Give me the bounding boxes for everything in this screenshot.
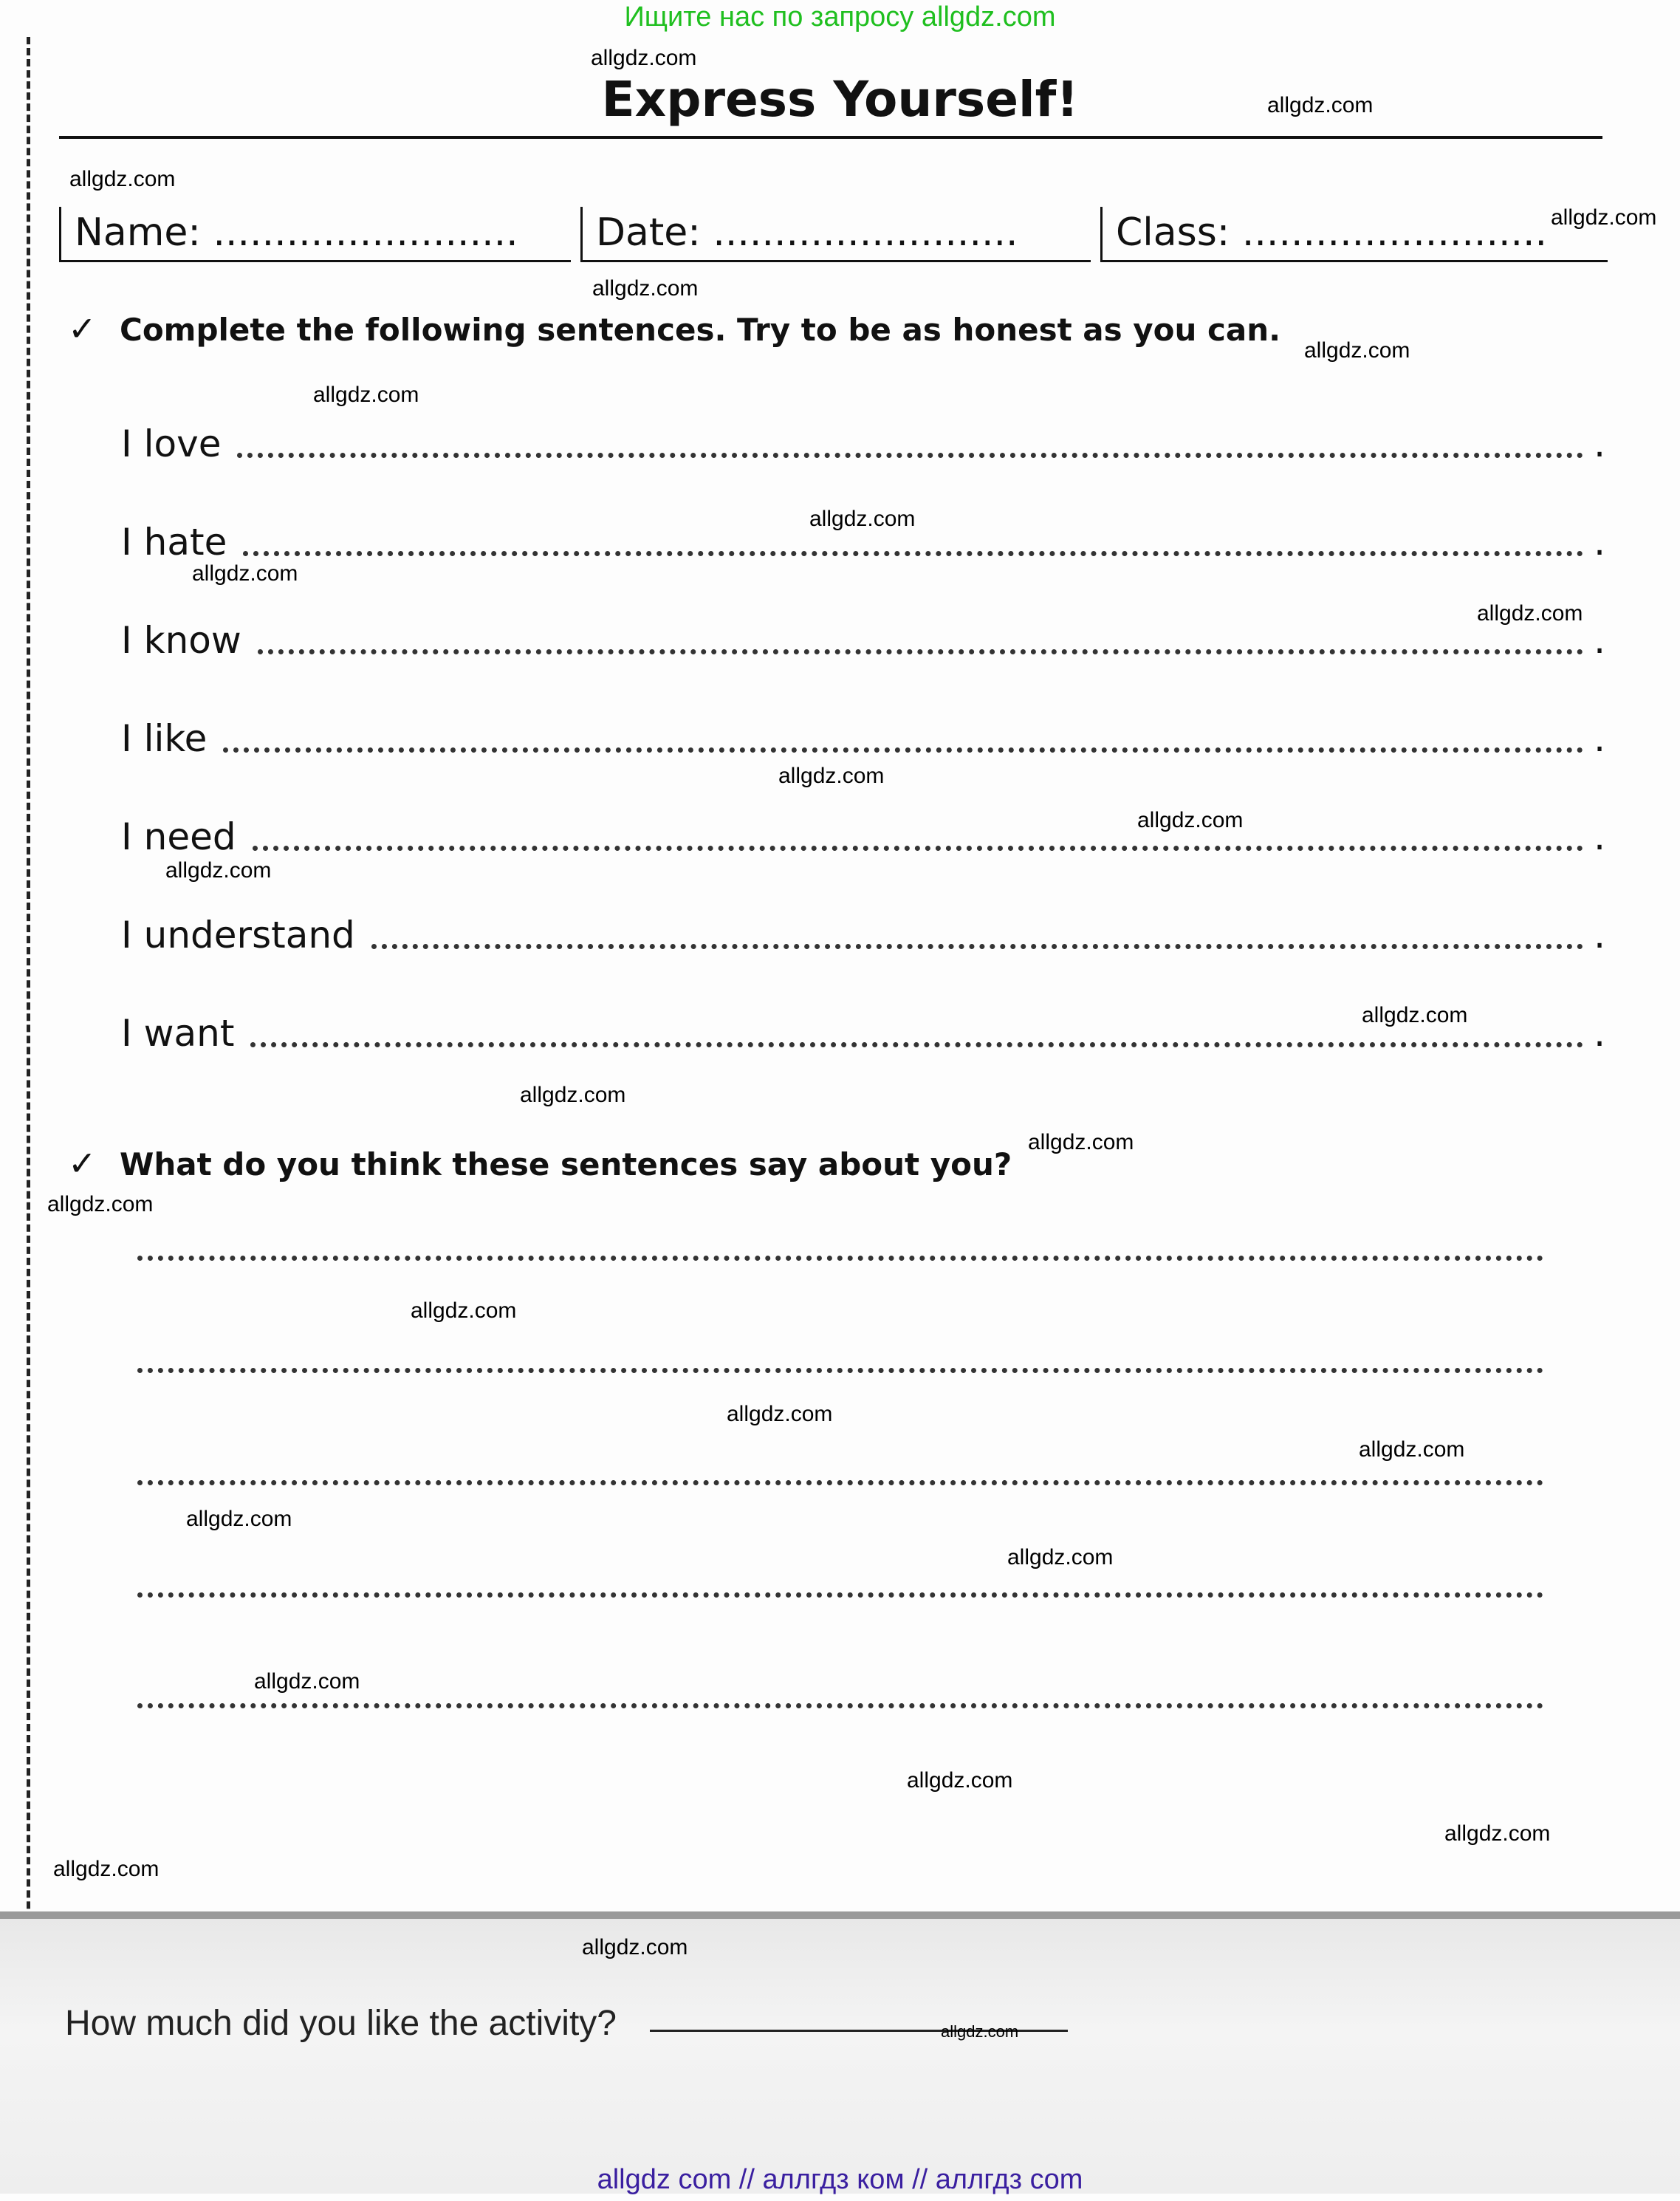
answer-line[interactable] bbox=[243, 551, 1583, 556]
period-mark: . bbox=[1594, 521, 1605, 564]
title-rule bbox=[59, 136, 1602, 139]
sentence-row[interactable] bbox=[121, 421, 1605, 465]
watermark: allgdz.com bbox=[1267, 93, 1374, 117]
watermark: allgdz.com bbox=[1477, 601, 1583, 626]
sentence-row[interactable] bbox=[121, 912, 1605, 956]
watermark: allgdz.com bbox=[192, 561, 298, 586]
watermark: allgdz.com bbox=[582, 1935, 688, 1959]
footer-links[interactable]: allgdz com // аллгдз ком // аллгдз com bbox=[597, 2164, 1083, 2195]
reflection-line[interactable] bbox=[137, 1703, 1543, 1708]
reflection-line[interactable] bbox=[137, 1256, 1543, 1261]
date-field[interactable] bbox=[580, 207, 1091, 262]
watermark: allgdz.com bbox=[809, 507, 916, 531]
period-mark: . bbox=[1594, 717, 1605, 760]
period-mark: . bbox=[1594, 815, 1605, 858]
class-label: Class: ......................... bbox=[1116, 210, 1548, 255]
watermark: allgdz.com bbox=[1362, 1003, 1468, 1027]
reflection-line[interactable] bbox=[137, 1368, 1543, 1373]
watermark: allgdz.com bbox=[313, 383, 419, 407]
name-label: Name: ......................... bbox=[75, 210, 518, 255]
answer-line[interactable] bbox=[237, 453, 1583, 458]
watermark: allgdz.com bbox=[1359, 1437, 1465, 1462]
answer-line[interactable] bbox=[371, 944, 1583, 949]
sentence-stem: I love bbox=[121, 422, 222, 465]
reflection-line[interactable] bbox=[137, 1480, 1543, 1485]
sentence-stem: I understand bbox=[121, 914, 355, 956]
sentence-stem: I know bbox=[121, 619, 241, 662]
watermark: allgdz.com bbox=[907, 1768, 1013, 1793]
period-mark: . bbox=[1594, 914, 1605, 956]
instruction-text: What do you think these sentences say about you? bbox=[120, 1146, 1012, 1182]
instruction-complete-sentences bbox=[68, 309, 1280, 349]
sentence-row[interactable] bbox=[121, 716, 1605, 760]
top-banner[interactable]: Ищите нас по запросу allgdz.com bbox=[624, 1, 1056, 32]
sentence-stem: I need bbox=[121, 815, 236, 858]
period-mark: . bbox=[1594, 1012, 1605, 1055]
watermark: allgdz.com bbox=[591, 46, 697, 70]
watermark: allgdz.com bbox=[1444, 1821, 1551, 1846]
class-field[interactable] bbox=[1100, 207, 1608, 262]
activity-question: How much did you like the activity? bbox=[65, 2004, 617, 2043]
watermark: allgdz.com bbox=[1028, 1130, 1134, 1154]
instruction-text: Complete the following sentences. Try to be as honest as you can. bbox=[120, 312, 1281, 348]
answer-line[interactable] bbox=[258, 649, 1583, 654]
watermark: allgdz.com bbox=[69, 167, 176, 191]
name-field[interactable] bbox=[59, 207, 571, 262]
watermark: allgdz.com bbox=[520, 1083, 626, 1107]
watermark: allgdz.com bbox=[1551, 205, 1657, 230]
watermark: allgdz.com bbox=[778, 764, 885, 788]
sentence-stem: I hate bbox=[121, 521, 227, 564]
answer-line[interactable] bbox=[250, 1042, 1583, 1047]
watermark: allgdz.com bbox=[1007, 1545, 1114, 1570]
watermark: allgdz.com bbox=[186, 1507, 292, 1531]
reflection-line[interactable] bbox=[137, 1592, 1543, 1598]
watermark: allgdz.com bbox=[1137, 808, 1244, 832]
sentence-stem: I want bbox=[121, 1012, 235, 1055]
period-mark: . bbox=[1594, 422, 1605, 465]
footer-band bbox=[0, 1911, 1680, 2194]
watermark: allgdz.com bbox=[411, 1298, 517, 1323]
period-mark: . bbox=[1594, 619, 1605, 662]
watermark: allgdz.com bbox=[165, 858, 272, 883]
sentence-row[interactable] bbox=[121, 814, 1605, 858]
watermark: allgdz.com bbox=[592, 276, 699, 301]
sentence-row[interactable] bbox=[121, 617, 1605, 662]
sentence-stem: I like bbox=[121, 717, 208, 760]
instruction-reflection bbox=[68, 1143, 1012, 1183]
answer-line[interactable] bbox=[253, 846, 1584, 851]
watermark: allgdz.com bbox=[1304, 338, 1410, 363]
worksheet-title: Express Yourself! bbox=[601, 71, 1079, 128]
check-icon: ✓ bbox=[68, 1143, 97, 1183]
cut-line bbox=[27, 37, 30, 2164]
watermark: allgdz.com bbox=[47, 1192, 154, 1216]
watermark: allgdz.com bbox=[941, 2022, 1019, 2041]
watermark: allgdz.com bbox=[254, 1669, 360, 1694]
check-icon: ✓ bbox=[68, 309, 97, 349]
watermark: allgdz.com bbox=[727, 1402, 833, 1426]
date-label: Date: ......................... bbox=[596, 210, 1018, 255]
answer-line[interactable] bbox=[223, 747, 1583, 753]
watermark: allgdz.com bbox=[53, 1857, 160, 1881]
